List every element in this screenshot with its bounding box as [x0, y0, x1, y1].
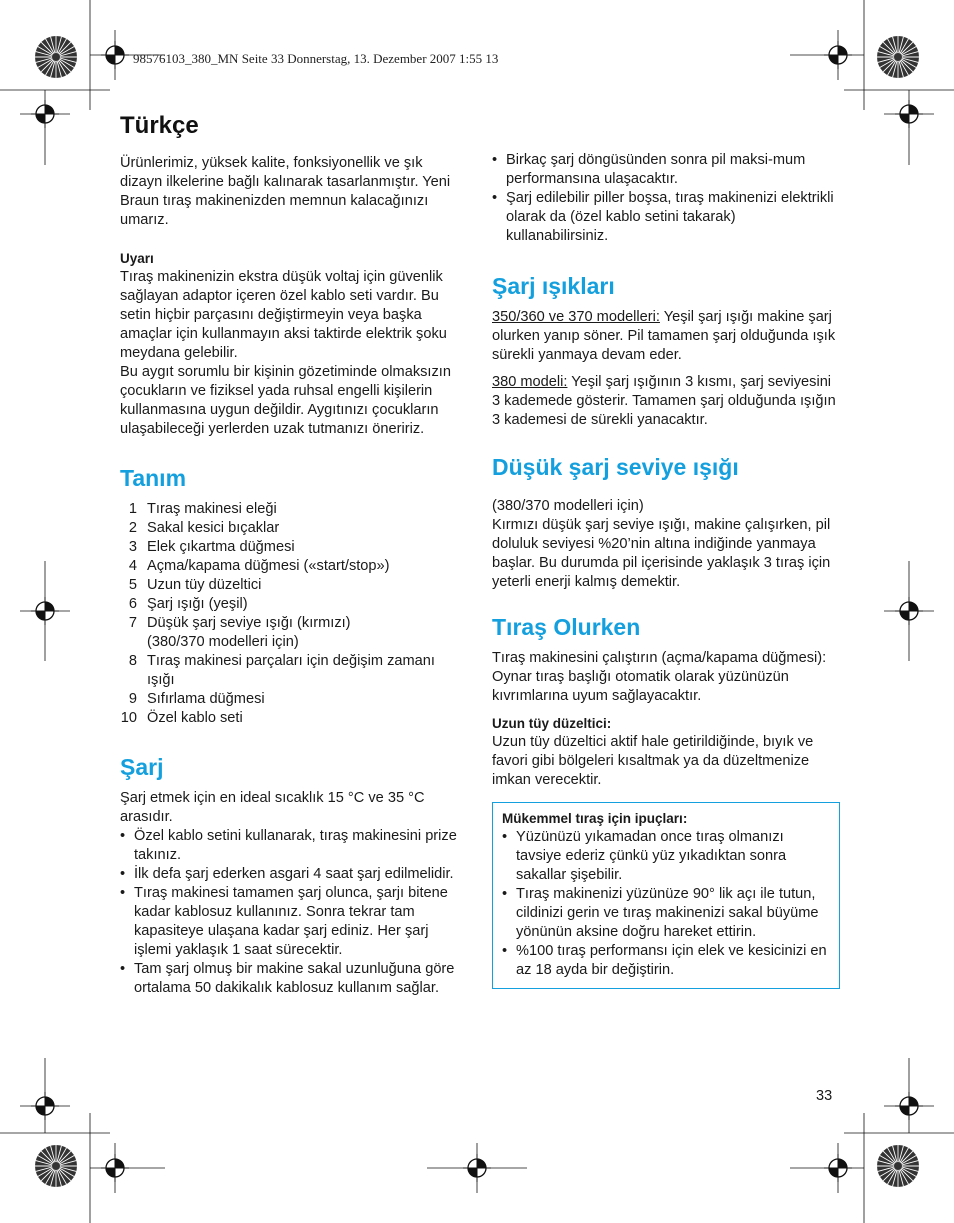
models-350-label: 350/360 ve 370 modelleri:	[492, 309, 660, 325]
list-item: • Özel kablo setini kullanarak, tıraş makinesini prize takınız.	[120, 827, 465, 865]
dusuk-note: (380/370 modelleri için)	[492, 498, 644, 514]
intro-text: Ürünlerimiz, yüksek kalite, fonksiyonellik ve şık dizayn ilkelerine bağlı kalınarak tasarlanmıştır. Yeni Braun tıraş makinenizden memnun kalacağınızı umarız.	[120, 155, 451, 228]
tips-box	[492, 802, 840, 989]
list-item: • Birkaç şarj döngüsünden sonra pil maksi-mum performansına ulaşacaktır.	[492, 151, 840, 189]
list-item: 2 Sakal kesici bıçaklar	[128, 520, 280, 536]
section-title-sarj: Şarj	[120, 754, 164, 780]
parts-list	[120, 500, 465, 728]
tips-title: Mükemmel tıraş için ipuçları:	[502, 811, 688, 826]
tiras-text: Tıraş makinesini çalıştırın (açma/kapama düğmesi):	[492, 650, 827, 666]
model-380-text: Yeşil şarj ışığının 3 kısmı, şarj seviyesini 3 kademede gösterir. Tamamen şarj olduğunda ışığın 3 kademesi de sürekli yanacaktır.	[492, 374, 836, 428]
sarj-bullets	[120, 827, 465, 998]
section-title-tanim: Tanım	[120, 465, 187, 491]
sarj-intro: Şarj etmek için en ideal sıcaklık 15 °C ve 35 °C arasıdır.	[120, 790, 425, 825]
language-title: Türkçe	[120, 112, 199, 139]
list-item: • Tıraş makinenizi yüzünüze 90° lik açı ile tutun, cildinizi gerin ve tıraş makinenizi sakal büyüme yönünün aksine doğru hareket ettirin.	[502, 885, 827, 942]
page-number: 33	[816, 1088, 833, 1104]
section-title-tiras-olurken: Tıraş Olurken	[492, 614, 641, 640]
list-item: 4 Açma/kapama düğmesi («start/stop»)	[128, 558, 390, 574]
list-item: 9 Sıfırlama düğmesi	[128, 691, 265, 707]
list-item: • Yüzünüzü yıkamadan once tıraş olmanızı tavsiye ederiz çünkü yüz yıkadıktan sonra sakallar şişebilir.	[502, 828, 827, 885]
list-item: • İlk defa şarj ederken asgari 4 saat şarj edilmelidir.	[120, 865, 465, 884]
list-item: 3 Elek çıkartma düğmesi	[128, 539, 295, 555]
tiras-text-2: Oynar tıraş başlığı otomatik olarak yüzünüzün kıvrımlarına uyum sağlayacaktır.	[492, 669, 789, 704]
list-item: • Tıraş makinesi tamamen şarj olunca, şarjı bitene kadar kablosuz kullanınız. Sonra tekrar tam kapasiteye ulaşana kadar şarj ediniz. Her şarj işlemi yaklaşık 1 saat sürecektir.	[120, 884, 465, 960]
list-item: 6 Şarj ışığı (yeşil)	[128, 596, 248, 612]
tips-list	[502, 828, 827, 980]
list-item: 10 Özel kablo seti	[120, 710, 243, 726]
print-header: 98576103_380_MN Seite 33 Donnerstag, 13. Dezember 2007 1:55 13	[133, 51, 499, 66]
warning-text: Tıraş makinenizin ekstra düşük voltaj için güvenlik sağlayan adaptor içeren özel kablo seti vardır. Bu setin hiçbir parçasını değiştirmeyin veya başka amaçlar için kullanmayın aksi taktirde elektrik şoku meydana gelebilir.	[120, 269, 447, 361]
right-column	[492, 151, 840, 989]
list-item: 7 Düşük şarj seviye ışığı (kırmızı) (380/370 modelleri için)	[128, 615, 351, 650]
uzun-tuy-title: Uzun tüy düzeltici:	[492, 716, 612, 731]
list-item: 8 Tıraş makinesi parçaları için değişim zamanı ışığı	[128, 653, 435, 688]
model-380-paragraph	[492, 373, 840, 430]
dusuk-text: Kırmızı düşük şarj seviye ışığı, makine çalışırken, pil doluluk seviyesi %20’nin altına indiğinde yanmaya başlar. Bu durumda pil içerisinde yaklaşık 3 tıraş için yeterli enerji kalmış demektir.	[492, 517, 831, 590]
section-title-sarj-isiklari: Şarj ışıkları	[492, 273, 615, 299]
battery-bullets	[492, 151, 840, 246]
warning-title: Uyarı	[120, 251, 154, 266]
warning-text-2: Bu aygıt sorumlu bir kişinin gözetiminde olmaksızın çocukların ve fiziksel yada ruhsal engelli kişilerin kullanmasına uygun değildir. Aygıtınızı çocukların ulaşabileceği yerlerden uzak tutmanızı öneririz.	[120, 364, 451, 437]
list-item: 5 Uzun tüy düzeltici	[128, 577, 262, 593]
section-title-dusuk-sarj: Düşük şarj seviye ışığı	[492, 454, 739, 480]
list-item: • Tam şarj olmuş bir makine sakal uzunluğuna göre ortalama 50 dakikalık kablosuz kullanım sağlar.	[120, 960, 465, 998]
model-380-label: 380 modeli:	[492, 374, 568, 390]
models-350-text: Yeşil şarj ışığı makine şarj olurken yanıp söner. Pil tamamen şarj olduğunda ışık sürekli yanmaya devam eder.	[492, 309, 836, 363]
list-item: • Şarj edilebilir piller boşsa, tıraş makinenizi elektrikli olarak da (özel kablo setini takarak) kullanabilirsiniz.	[492, 189, 840, 246]
list-item: 1 Tıraş makinesi eleği	[128, 501, 277, 517]
left-column	[120, 110, 465, 998]
uzun-tuy-text: Uzun tüy düzeltici aktif hale getirildiğinde, bıyık ve favori gibi bölgeleri kısaltmak ya da düzeltmenize imkan verecektir.	[492, 734, 814, 788]
list-item: • %100 tıraş performansı için elek ve kesicinizi en az 18 ayda bir değiştirin.	[502, 942, 827, 980]
models-350-paragraph	[492, 308, 840, 365]
